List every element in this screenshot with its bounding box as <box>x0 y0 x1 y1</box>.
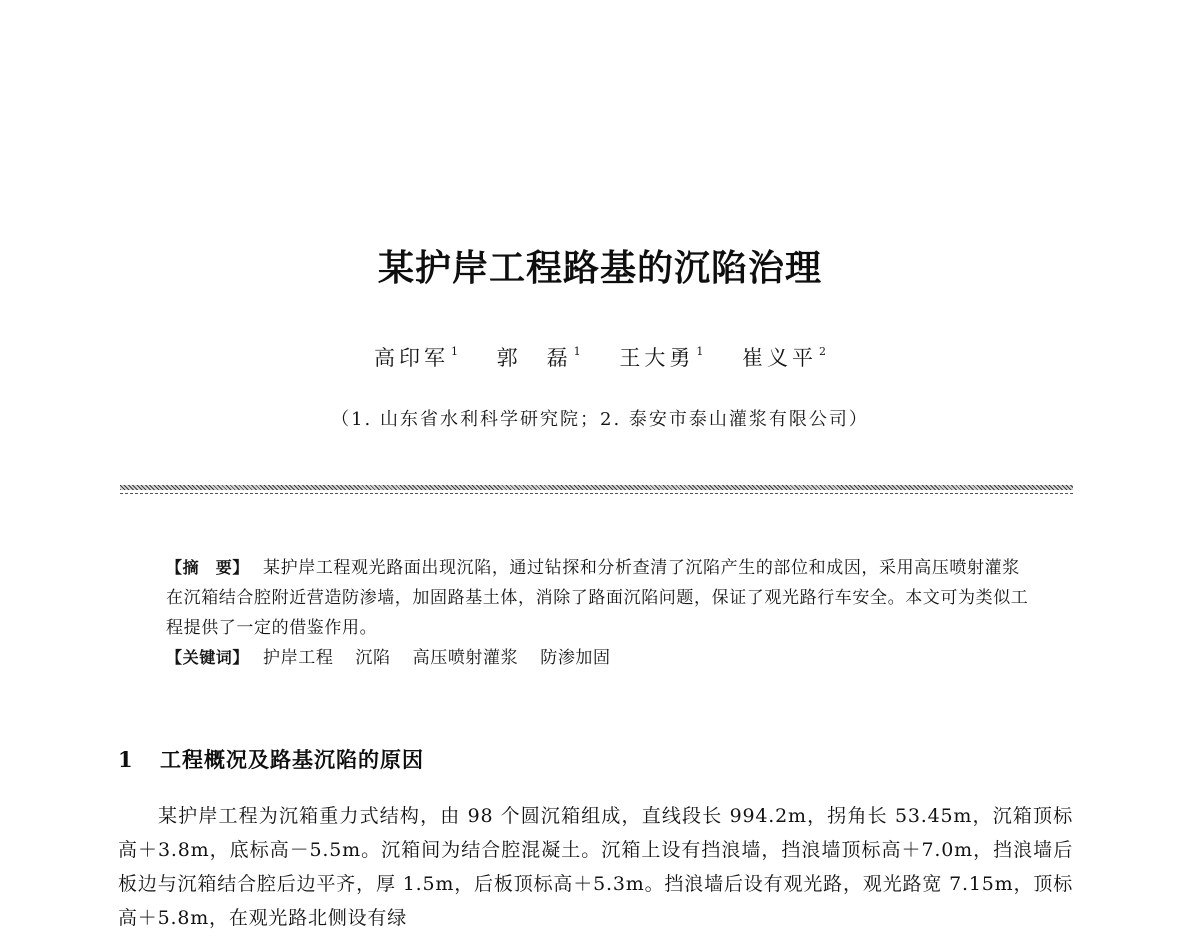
section-title: 工程概况及路基沉陷的原因 <box>160 747 424 772</box>
affiliation-line: （1. 山东省水利科学研究院；2. 泰安市泰山灌浆有限公司） <box>331 409 869 430</box>
paper-title: 某护岸工程路基的沉陷治理 <box>377 248 822 289</box>
divider-rule <box>120 493 1073 494</box>
author-name: 高印军 <box>373 346 449 370</box>
author-affiliation-mark: 1 <box>696 345 704 358</box>
keyword: 高压喷射灌浆 <box>412 648 519 668</box>
keywords-label: 【关键词】 <box>166 648 250 667</box>
keyword: 沉陷 <box>355 648 391 668</box>
header-divider <box>120 485 1073 495</box>
author-4 <box>742 342 826 372</box>
author-affiliation-mark: 1 <box>573 345 581 358</box>
divider-band <box>120 485 1073 490</box>
abstract-label: 【摘 要】 <box>166 558 250 577</box>
author-3 <box>619 342 703 372</box>
section-heading <box>118 744 424 774</box>
keyword: 防渗加固 <box>540 648 611 668</box>
keyword: 护岸工程 <box>263 648 334 668</box>
author-name: 王大勇 <box>619 346 695 370</box>
author-name: 郭 磊 <box>496 346 572 370</box>
body-paragraph: 某护岸工程为沉箱重力式结构，由 98 个圆沉箱组成，直线段长 994.2m，拐角长 53.45m，沉箱顶标高＋3.8m，底标高－5.5m。沉箱间为结合腔混凝土。沉箱上设有挡浪墙，挡浪墙顶标高＋7.0m，挡浪墙后板边与沉箱结合腔后边平齐，厚 1.5m，后板顶标高＋5.3m。挡浪墙后设有观光路，观光路宽 7.15m，顶标高＋5.8m，在观光路北侧设有绿 <box>118 805 1073 929</box>
author-affiliation-mark: 1 <box>450 345 458 358</box>
keywords-line <box>166 643 1032 673</box>
section-number: 1 <box>118 747 134 772</box>
abstract-text: 某护岸工程观光路面出现沉陷，通过钻探和分析查清了沉陷产生的部位和成因，采用高压喷射灌浆在沉箱结合腔附近营造防渗墙，加固路基土体，消除了路面沉陷问题，保证了观光路行车安全。本文可为类似工程提供了一定的借鉴作用。 <box>166 558 1029 638</box>
author-list <box>0 342 1200 372</box>
body-text <box>118 799 1073 935</box>
author-1 <box>374 342 458 372</box>
author-name: 崔义平 <box>742 346 818 370</box>
author-affiliation-mark: 2 <box>819 345 827 358</box>
abstract-block <box>166 553 1032 673</box>
abstract-paragraph <box>166 553 1032 643</box>
author-2 <box>497 342 581 372</box>
